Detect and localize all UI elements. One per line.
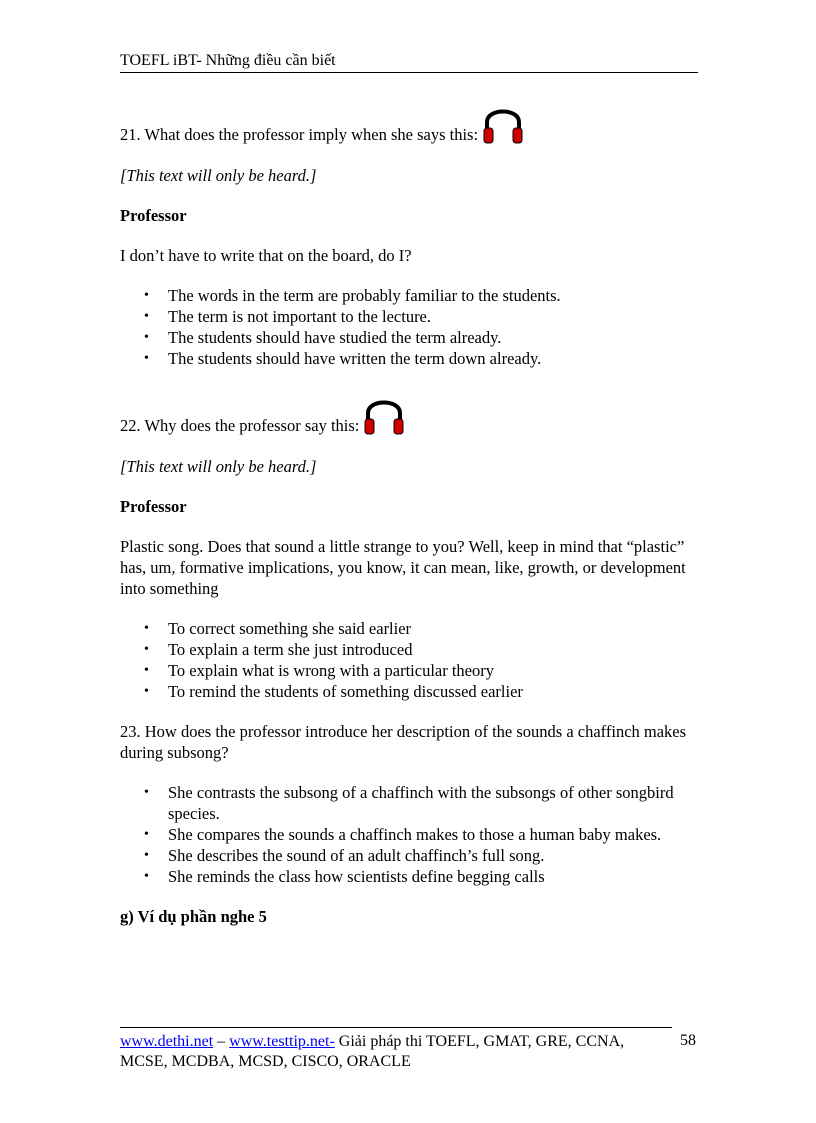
- option-item[interactable]: • The term is not important to the lecture.: [120, 306, 698, 327]
- question-22-text: 22. Why does the professor say this:: [120, 416, 360, 435]
- option-item[interactable]: • The students should have studied the term already.: [120, 327, 698, 348]
- page-footer: [120, 1027, 672, 1072]
- footer-separator: –: [213, 1033, 230, 1050]
- section-heading: g) Ví dụ phần nghe 5: [120, 907, 267, 926]
- question-21-speaker: Professor: [120, 206, 187, 225]
- option-item[interactable]: • She describes the sound of an adult chaffinch’s full song.: [120, 845, 698, 866]
- footer-text: Giải pháp thi TOEFL, GMAT, GRE, CCNA, MCSE, MCDBA, MCSD, CISCO, ORACLE: [120, 1033, 625, 1070]
- question-22-quote: Plastic song. Does that sound a little strange to you? Well, keep in mind that “plastic” has, um, formative implications, you know, it can mean, like, growth, or development into something: [120, 537, 686, 598]
- question-23-text: 23. How does the professor introduce her description of the sounds a chaffinch makes during subsong?: [120, 722, 687, 762]
- question-22-options: [120, 618, 698, 702]
- option-item[interactable]: • To explain what is wrong with a particular theory: [120, 660, 698, 681]
- option-item[interactable]: • To correct something she said earlier: [120, 618, 698, 639]
- question-21: [120, 102, 698, 146]
- question-22-speaker: Professor: [120, 497, 187, 516]
- content: [120, 102, 698, 927]
- question-21-note: [This text will only be heard.]: [120, 166, 317, 185]
- question-21-text: 21. What does the professor imply when she says this:: [120, 125, 479, 144]
- option-item[interactable]: • The students should have written the term down already.: [120, 348, 698, 369]
- question-21-quote: I don’t have to write that on the board, do I?: [120, 246, 412, 265]
- page-header: TOEFL iBT- Những điều cần biết: [120, 52, 698, 73]
- option-item[interactable]: • She contrasts the subsong of a chaffinch with the subsongs of other songbird species.: [120, 782, 698, 824]
- option-item[interactable]: • The words in the term are probably familiar to the students.: [120, 285, 698, 306]
- question-23-options: [120, 782, 698, 887]
- headphones-icon[interactable]: [482, 100, 524, 146]
- option-item[interactable]: • To explain a term she just introduced: [120, 639, 698, 660]
- footer-link-dethi[interactable]: www.dethi.net: [120, 1033, 214, 1050]
- question-22-note: [This text will only be heard.]: [120, 457, 317, 476]
- option-item[interactable]: • She compares the sounds a chaffinch makes to those a human baby makes.: [120, 824, 698, 845]
- question-21-options: [120, 285, 698, 369]
- option-item[interactable]: • To remind the students of something discussed earlier: [120, 681, 698, 702]
- headphones-icon[interactable]: [363, 391, 405, 437]
- footer-link-testtip[interactable]: www.testtip.net-: [229, 1033, 335, 1050]
- page-number: 58: [680, 1032, 696, 1049]
- option-item[interactable]: • She reminds the class how scientists define begging calls: [120, 866, 698, 887]
- question-22: [120, 393, 698, 437]
